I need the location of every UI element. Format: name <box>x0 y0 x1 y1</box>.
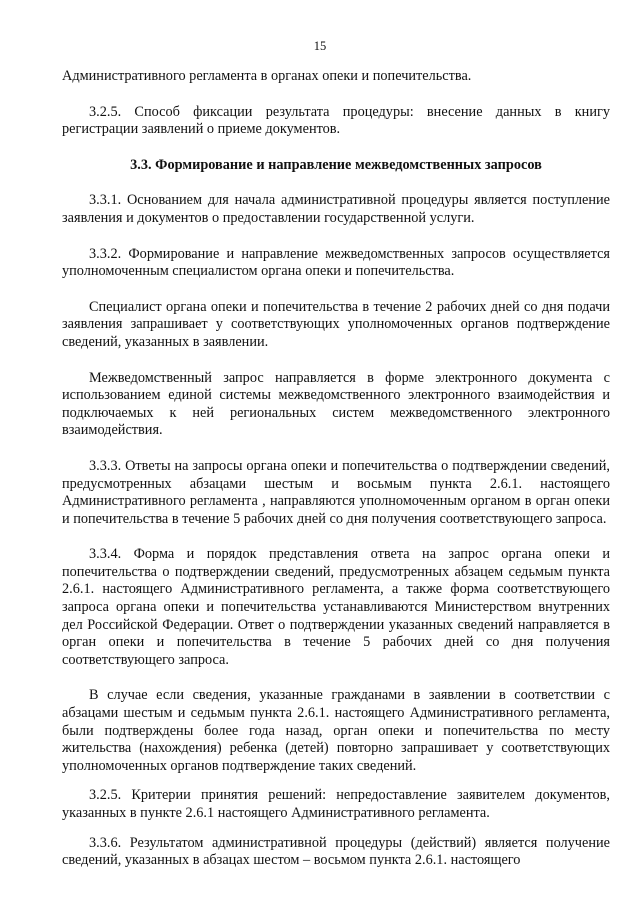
paragraph-interagency-request: Межведомственный запрос направляется в форме электронного документа с использованием единой системы межведомственного электронного взаимодействия и подключаемых к ней региональных систем межведомственного электронного взаимодействия. <box>62 369 610 439</box>
paragraph-continuation: Административного регламента в органах опеки и попечительства. <box>62 68 472 84</box>
paragraph-3-3-4: 3.3.4. Форма и порядок представления ответа на запрос органа опеки и попечительства о подтверждении сведений, предусмотренных абзацем седьмым пункта 2.6.1. настоящего Административного регламента, а также форма соответствующего запроса органа опеки и попечительства устанавливаются Министерством внутренних дел Российской Федерации. Ответ о подтверждении указанных сведений направляется в орган опеки и попечительства в течение 5 рабочих дней со дня получения соответствующего запроса. <box>62 546 610 668</box>
paragraph-3-3-1: 3.3.1. Основанием для начала административной процедуры является поступление заявления и документов о предоставлении государственной услуги. <box>62 192 610 226</box>
paragraph-specialist: Специалист органа опеки и попечительства в течение 2 рабочих дней со дня подачи заявления запрашивает у соответствующих уполномоченных органов подтверждение сведений, указанных в заявлении. <box>62 298 610 350</box>
document-body <box>62 68 610 870</box>
section-heading-3-3: 3.3. Формирование и направление межведомственных запросов <box>130 156 542 173</box>
paragraph-3-3-3: 3.3.3. Ответы на запросы органа опеки и попечительства о подтверждении сведений, предусмотренных абзацами шестым и восьмым пункта 2.6.1. настоящего Административного регламента , направляются уполномоченным органом в орган опеки и попечительства в течение 5 рабочих дней со дня получения соответствующего запроса. <box>62 457 610 527</box>
paragraph-3-2-5-criteria: 3.2.5. Критерии принятия решений: непредоставление заявителем документов, указанных в пункте 2.6.1 настоящего Административного регламента. <box>62 787 610 821</box>
paragraph-3-3-6: 3.3.6. Результатом административной процедуры (действий) является получение сведений, указанных в абзацах шестом – восьмом пункта 2.6.1. настоящего <box>62 834 610 869</box>
paragraph-3-3-2: 3.3.2. Формирование и направление межведомственных запросов осуществляется уполномоченным специалистом органа опеки и попечительства. <box>62 245 610 280</box>
paragraph-3-2-5: 3.2.5. Способ фиксации результата процедуры: внесение данных в книгу регистрации заявлений о приеме документов. <box>62 103 610 138</box>
page-number: 15 <box>313 39 327 53</box>
paragraph-repeat-request: В случае если сведения, указанные гражданами в заявлении в соответствии с абзацами шестым и седьмым пункта 2.6.1. настоящего Административного регламента, были подтверждены более года назад, орган опеки и попечительства по месту жительства (нахождения) ребенка (детей) повторно запрашивает у соответствующих уполномоченных органов подтверждение таких сведений. <box>62 687 610 774</box>
